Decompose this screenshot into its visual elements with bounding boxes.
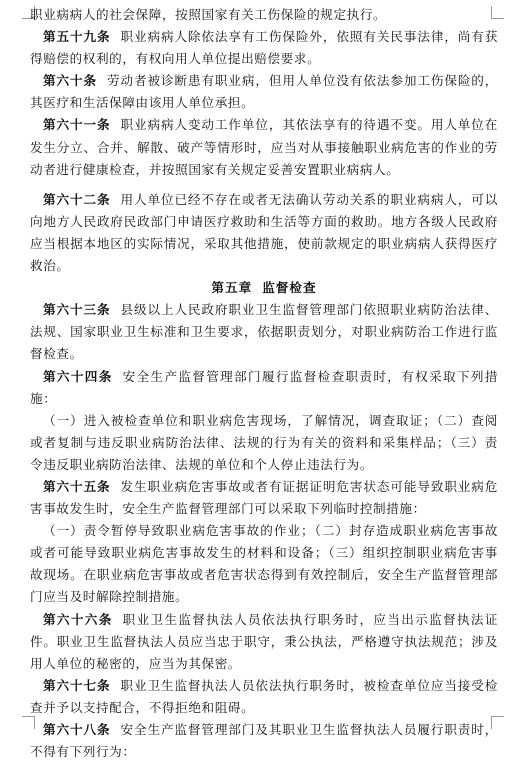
- article-text: 安全生产监督管理部门履行监督检查职责时，有权采取下列措施：: [30, 368, 499, 406]
- article-number: 第六十条: [43, 73, 97, 89]
- article-60: [30, 70, 498, 114]
- measures-list: （一）进入被检查单位和职业病危害现场，了解情况，调查取证；（二）查阅或者复制与违反职业病防治法律、法规的行为有关的资料和采集样品；（三）责令违反职业病防治法律、法规的单位和个人停止违法行为。: [30, 412, 498, 472]
- article-number: 第六十四条: [43, 368, 113, 384]
- article-67: [30, 675, 498, 719]
- article-number: 第五十九条: [43, 29, 111, 45]
- article-68: [30, 719, 498, 763]
- article-number: 第六十一条: [43, 117, 111, 133]
- chapter-heading: [30, 277, 498, 299]
- control-measures-list: （一）责令暂停导致职业病危害事故的作业；（二）封存造成职业病危害事故或者可能导致职业病危害事故发生的材料和设备；（三）组织控制职业病危害事故现场。在职业病危害事故或者危害状态得到有效控制后，安全生产监督管理部门应当及时解除控制措施。: [30, 523, 498, 605]
- paragraph-continuation: 职业病病人的社会保障，按照国家有关工伤保险的规定执行。: [30, 7, 387, 22]
- chapter-title: 监督检查: [262, 280, 317, 296]
- article-59: [30, 26, 498, 70]
- chapter-number: 第五章: [211, 280, 253, 296]
- article-62: [30, 189, 498, 277]
- article-65: [30, 476, 498, 520]
- article-text: 职业卫生监督执法人员依法执行职务时，应当出示监督执法证件。职业卫生监督执法人员应当忠于职守，秉公执法，严格遵守执法规范；涉及用人单位的秘密的，应当为其保密。: [30, 611, 499, 671]
- article-text: 职业病病人变动工作单位，其依法享有的待遇不变。用人单位在发生分立、合并、解散、破产等情形时，应当对从事接触职业病危害的作业的劳动者进行健康检查，并按照国家有关规定妥善安置职业病病人。: [30, 117, 498, 177]
- article-text: 劳动者被诊断患有职业病，但用人单位没有依法参加工伤保险的，其医疗和生活保障由该用人单位承担。: [30, 73, 498, 111]
- article-number: 第六十二条: [43, 191, 111, 207]
- document-body: [30, 4, 498, 763]
- article-number: 第六十七条: [43, 677, 111, 693]
- article-61: [30, 114, 498, 180]
- article-63: [30, 299, 498, 365]
- article-number: 第六十五条: [43, 478, 111, 494]
- article-64: [30, 366, 498, 410]
- article-text: 用人单位已经不存在或者无法确认劳动关系的职业病病人，可以向地方人民政府民政部门申请医疗救助和生活等方面的救助。地方各级人民政府应当根据本地区的实际情况，采取其他措施，使前款规定的职业病病人获得医疗救治。: [30, 191, 498, 274]
- article-text: 职业卫生监督执法人员依法执行职务时，被检查单位应当接受检查并予以支持配合，不得拒绝和阻碍。: [30, 677, 498, 715]
- article-text: 职业病病人除依法享有工伤保险外，依照有关民事法律，尚有获得赔偿的权利的，有权向用人单位提出赔偿要求。: [30, 29, 498, 67]
- article-text: 安全生产监督管理部门及其职业卫生监督执法人员履行职责时，不得有下列行为：: [30, 722, 498, 760]
- article-number: 第六十六条: [43, 611, 113, 627]
- article-number: 第六十八条: [43, 722, 111, 737]
- article-66: [30, 609, 498, 675]
- article-number: 第六十三条: [43, 302, 111, 318]
- article-text: 发生职业病危害事故或者有证据证明危害状态可能导致职业病危害事故发生时，安全生产监督管理部门可以采取下列临时控制措施：: [30, 478, 498, 517]
- article-text: 县级以上人民政府职业卫生监督管理部门依照职业病防治法律、法规、国家职业卫生标准和卫生要求，依据职责划分，对职业病防治工作进行监督检查。: [30, 302, 498, 362]
